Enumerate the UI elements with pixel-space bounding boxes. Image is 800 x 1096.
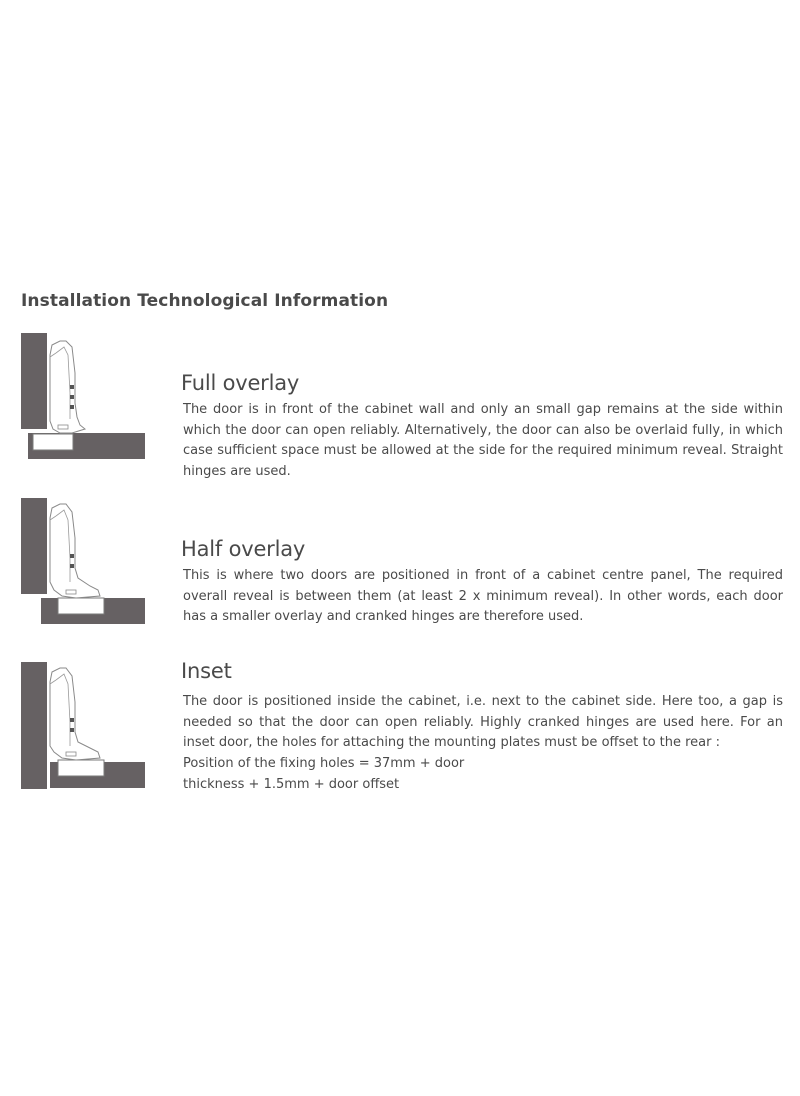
- inset-heading: Inset: [181, 659, 232, 683]
- half-overlay-heading: Half overlay: [181, 537, 306, 561]
- inset-description-line-3: thickness + 1.5mm + door offset: [183, 777, 400, 792]
- half-overlay-hinge-diagram: [20, 496, 148, 626]
- mounting-plate: [58, 598, 104, 614]
- full-overlay-description: The door is in front of the cabinet wall and only an small gap remains at the side within which the door can open reliably. Alternatively, the door can also be overlaid fully, in which case sufficient space must be allowed at the side for the required minimum reveal. Straight hinges are used.: [183, 402, 783, 480]
- inset-description: The door is positioned inside the cabinet, i.e. next to the cabinet side. Here too, a gap is needed so that the door can open reliably. Highly cranked hinges are used here. For an inset door, the holes for attaching the mounting plates must be offset to the rear :: [183, 694, 783, 751]
- cabinet-side-panel: [21, 662, 47, 789]
- hinge-arm: [50, 668, 100, 760]
- full-overlay-hinge-diagram: [20, 333, 148, 463]
- inset-description-line-2: Position of the fixing holes = 37mm + door: [183, 756, 465, 771]
- mounting-plate: [58, 760, 104, 776]
- hinge-arm: [50, 504, 100, 598]
- cabinet-side-panel: [21, 333, 47, 429]
- inset-hinge-diagram: [20, 660, 148, 790]
- half-overlay-description: This is where two doors are positioned in front of a cabinet centre panel, The required overall reveal is between them (at least 2 x minimum reveal). In other words, each door has a smaller overlay and cranked hinges are therefore used.: [183, 568, 783, 625]
- mounting-plate: [33, 434, 73, 450]
- cabinet-side-panel: [21, 498, 47, 594]
- page-title: Installation Technological Information: [21, 291, 389, 311]
- full-overlay-heading: Full overlay: [181, 371, 300, 395]
